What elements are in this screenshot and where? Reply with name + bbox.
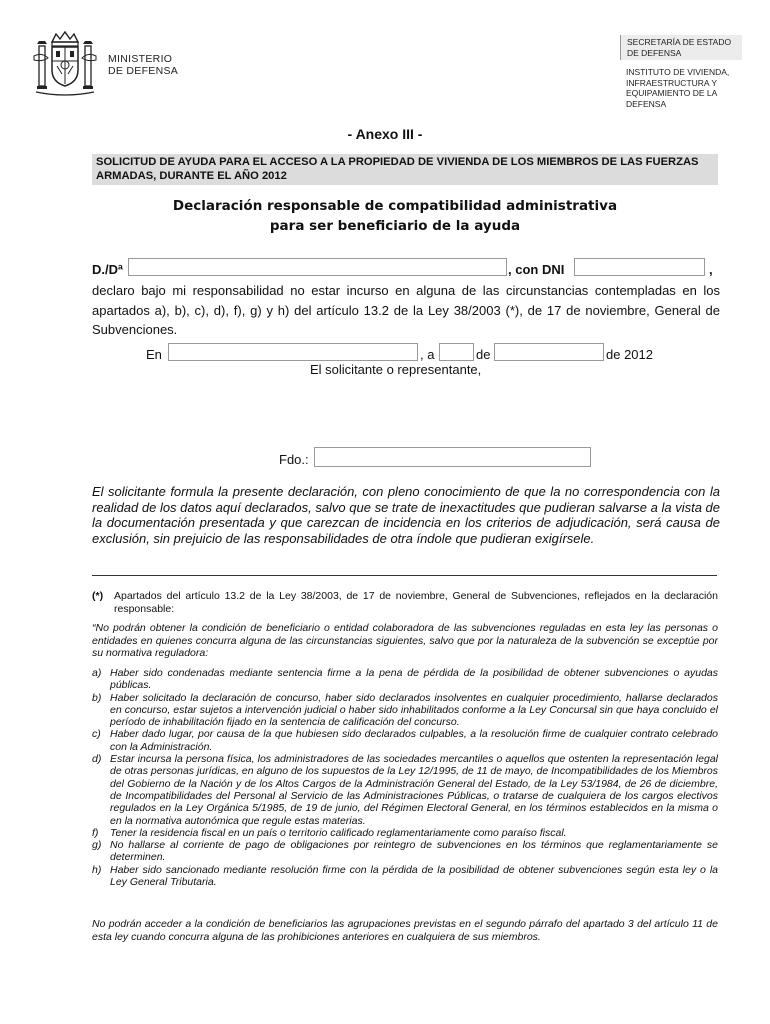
list-item-text: Haber dado lugar, por causa de la que hubiesen sido declarados culpables, a la resolución firme de cualquier contrato celebrado con la Administración. — [110, 728, 718, 753]
list-item-text: No hallarse al corriente de pago de obligaciones por reintegro de subvenciones en los términos que reglamentariamente se determinen. — [110, 839, 718, 864]
dni-comma: , — [709, 262, 713, 277]
signature-field[interactable] — [314, 447, 591, 467]
list-item-text: Haber sido condenadas mediante sentencia firme a la pena de pérdida de la posibilidad de obtener subvenciones o ayudas públicas. — [110, 667, 718, 692]
list-item-letter: b) — [92, 691, 102, 704]
list-item-letter: a) — [92, 667, 102, 679]
list-item-letter: f) — [92, 826, 99, 839]
list-item — [92, 692, 718, 729]
list-item — [92, 667, 718, 692]
footnote-list — [92, 667, 718, 888]
name-field[interactable] — [128, 258, 507, 276]
declaration-text: declaro bajo mi responsabilidad no estar incurso en alguna de las circunstancias contempladas en los apartados a), b), c), d), f), g) y h) del artículo 13.2 de la Ley 38/2003 (*), de 17 de noviembre, General de Subvenciones. — [92, 283, 720, 337]
list-item — [92, 827, 718, 839]
name-label: D./Dª — [92, 262, 123, 277]
list-item — [92, 864, 718, 889]
list-item — [92, 753, 718, 827]
coat-of-arms-icon — [30, 28, 100, 98]
footnote-divider — [92, 575, 717, 576]
day-field[interactable] — [439, 343, 474, 361]
declaration-title-line-2: para ser beneficiario de la ayuda — [269, 218, 521, 234]
ministry-name — [108, 53, 178, 77]
list-item-letter: d) — [92, 753, 102, 766]
dni-label: , con DNI — [508, 262, 565, 277]
ministry-line-2: DE DEFENSA — [108, 65, 179, 77]
declaration-title-line-1: Declaración responsable de compatibilidad administrativa — [172, 198, 618, 214]
day-label: , a — [420, 347, 435, 362]
dni-field[interactable] — [574, 258, 705, 276]
place-field[interactable] — [168, 343, 418, 361]
signature-label: Fdo.: — [279, 452, 309, 467]
list-item-text: Haber sido sancionado mediante resolución firme con la pérdida de la posibilidad de obtener subvenciones según esta ley o la Ley General Tributaria. — [110, 863, 718, 889]
list-item-letter: c) — [92, 728, 101, 741]
year-label: de 2012 — [606, 347, 653, 362]
ministry-line-1: MINISTERIO — [108, 53, 173, 65]
list-item-letter: h) — [92, 863, 102, 876]
month-field[interactable] — [494, 343, 604, 361]
place-label: En — [146, 347, 162, 362]
footnote-quote: “No podrán obtener la condición de beneficiario o entidad colaboradora de las subvenciones reguladas en esta ley las personas o entidades en quienes concurra alguna de las circunstancias siguientes, salvo que por la naturaleza de la subvención se exceptúe por su normativa reguladora: — [92, 622, 718, 659]
footnote-mark: (*) — [92, 590, 104, 602]
list-item-text: Tener la residencia fiscal en un país o territorio calificado reglamentariamente como paraíso fiscal. — [110, 826, 567, 839]
signer-label: El solicitante o representante, — [310, 362, 482, 377]
declaration-title — [0, 196, 770, 236]
anexo-title: - Anexo III - — [347, 126, 423, 142]
secretaria-box: SECRETARÍA DE ESTADO DE DEFENSA — [620, 35, 742, 60]
request-title: SOLICITUD DE AYUDA PARA EL ACCESO A LA PROPIEDAD DE VIVIENDA DE LOS MIEMBROS DE LAS FUERZAS ARMADAS, DURANTE EL AÑO 2012 — [92, 154, 718, 185]
exclusion-notice: El solicitante formula la presente declaración, con pleno conocimiento de que la no correspondencia con la realidad de los datos aquí declarados, salvo que se trate de inexactitudes que pudieran salvarse a la vista de la documentación presentada y que carezcan de incidencia en los criterios de adjudicación, será causa de exclusión, sin prejuicio de las responsabilidades de otra índole que pudieran exigírsele. — [92, 484, 721, 546]
list-item — [92, 839, 718, 864]
footnote-intro — [92, 590, 718, 615]
list-item-text: Haber solicitado la declaración de concurso, haber sido declarados insolventes en cualquier procedimiento, hallarse declarados en concurso, estar sujetos a intervención judicial o haber sido inhabilitados conforme a la Ley Concursal sin que haya concluido el período de inhabilitación fijado en la sentencia de calificación del concurso. — [110, 691, 718, 729]
list-item-text: Estar incursa la persona física, los administradores de las sociedades mercantiles o aquellos que ostenten la representación legal de otras personas jurídicas, en alguno de los supuestos de la Ley 12/1995, de 11 de mayo, de Incompatibilidades de los Miembros del Gobierno de la Nación y de los Altos Cargos de la Administración General del Estado, de la Ley 53/1984, de 26 de diciembre, de Incompatibilidades del Personal al Servicio de las Administraciones Públicas, o tratarse de cualquiera de los cargos electivos regulados en la Ley Orgánica 5/1985, de 19 de junio, del Régimen Electoral General, en los términos establecidos en la misma o en la normativa autonómica que regule estas materias. — [110, 753, 719, 827]
month-label: de — [476, 347, 491, 362]
instituto-box: INSTITUTO DE VIVIENDA, INFRAESTRUCTURA Y EQUIPAMIENTO DE LA DEFENSA — [626, 67, 730, 109]
footnote-final: No podrán acceder a la condición de beneficiarios las agrupaciones previstas en el segundo párrafo del apartado 3 del artículo 11 de esta ley cuando concurra alguna de las prohibiciones anteriores en cualquiera de sus miembros. — [92, 918, 718, 943]
list-item — [92, 728, 718, 753]
list-item-letter: g) — [92, 839, 102, 852]
footnote-intro-text: Apartados del artículo 13.2 de la Ley 38/2003, de 17 de noviembre, General de Subvenciones, reflejados en la declaración responsable: — [114, 590, 718, 615]
